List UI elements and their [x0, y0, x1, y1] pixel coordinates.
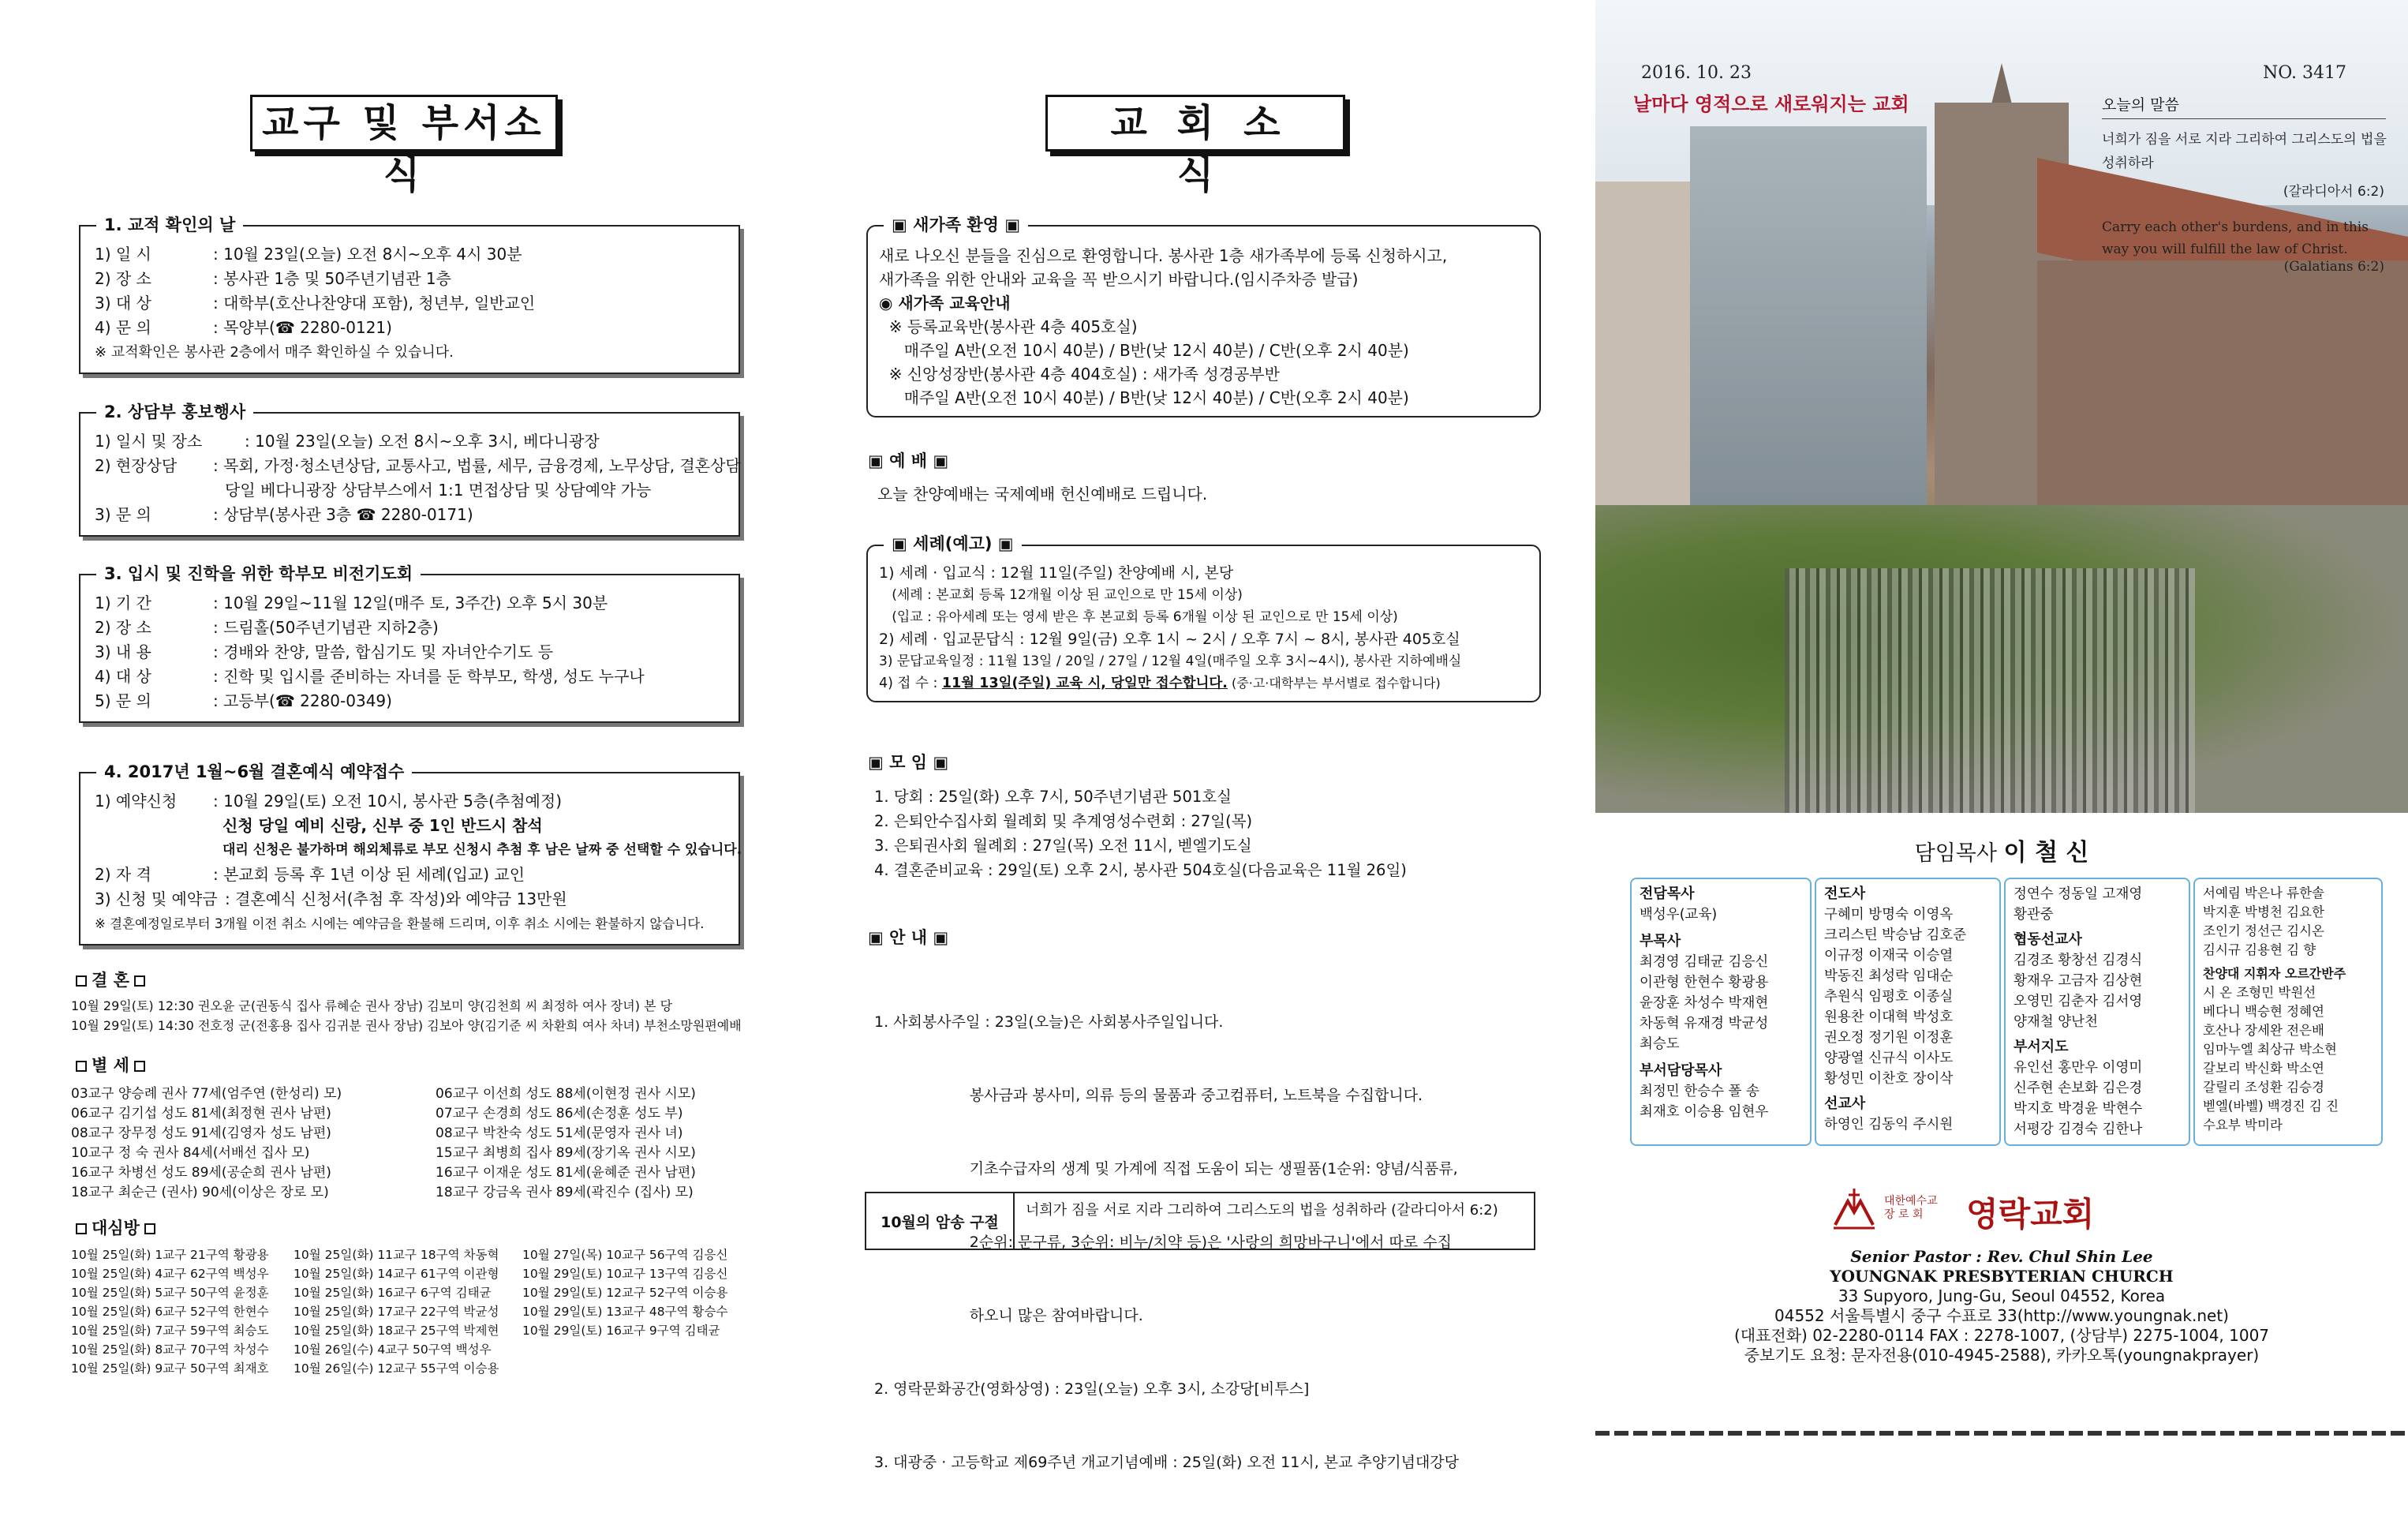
verse-korean: 너희가 짐을 서로 지라 그리하여 그리스도의 법을 성취하라 [2102, 132, 2387, 171]
label: 4) 문 의 [95, 318, 151, 337]
value: : 고등부(☎ 2280-0349) [213, 691, 392, 710]
note: ※ 교적확인은 봉사관 2층에서 매주 확인하실 수 있습니다. [95, 344, 454, 361]
value: : 10월 23일(오늘) 오전 8시~오후 4시 30분 [213, 245, 522, 264]
list-item: 15교구 최병희 집사 89세(장기옥 권사 시모) [436, 1145, 696, 1161]
list-item: 10월 25일(화) 7교구 59구역 최승도 [71, 1324, 269, 1338]
list-item: 10월 25일(화) 16교구 6구역 김태균 [294, 1286, 492, 1300]
church-logo [1832, 1182, 2163, 1238]
staff-line: 조인기 정선근 김시온 [2203, 923, 2324, 938]
staff-line: 황관중 [2014, 907, 2054, 923]
senior-pastor [1595, 833, 2408, 867]
value: : 본교회 등록 후 1년 이상 된 세례(입교) 교인 [213, 865, 525, 884]
staff-line: 유인선 홍만우 이영미 [2014, 1060, 2143, 1076]
staff-box-evangelists [1815, 878, 2001, 1146]
church-contact [1595, 1247, 2408, 1365]
staff-line: 벧엘(바벨) 백경진 김 진 [2203, 1099, 2339, 1114]
staff-heading: 찬양대 지휘자 오르간반주 [2203, 966, 2346, 981]
section-title: 3. 입시 및 진학을 위한 학부모 비전기도회 [96, 562, 421, 586]
section-title-text: 새가족 환영 [913, 215, 999, 234]
staff-line: 갈릴리 조성환 김승경 [2203, 1080, 2324, 1095]
staff-box-pastors [1630, 878, 1812, 1146]
list-item: 10월 25일(화) 1교구 21구역 황광용 [71, 1248, 269, 1262]
value: : 경배와 찬양, 말씀, 합심기도 및 자녀안수기도 등 [213, 642, 554, 661]
column-church-news [860, 0, 1546, 1471]
staff-line: 하영인 김동익 주시원 [1824, 1117, 1954, 1133]
section-title: 2. 상담부 홍보행사 [96, 400, 253, 424]
list-item: 18교구 최순근 (권사) 90세(이상은 장로 모) [71, 1185, 329, 1200]
staff-line: 양재철 양난천 [2014, 1014, 2098, 1030]
visits-col-2 [294, 1245, 499, 1378]
section-wedding-reservation [79, 762, 742, 945]
list-item: 봉사금과 봉사미, 의류 등의 물품과 중고컴퓨터, 노트북을 수집합니다. [874, 1087, 1423, 1104]
label: 5) 문 의 [95, 691, 151, 710]
staff-line: 이관형 한현수 황광용 [1640, 975, 1769, 990]
address-ko: 04552 서울특별시 중구 수표로 33(http://www.youngnak.net) [1774, 1306, 2229, 1325]
label: 4) 대 상 [95, 667, 151, 686]
denomination-line: 대한예수교 [1884, 1195, 1938, 1208]
church-name: 영락교회 [1966, 1195, 2095, 1234]
church-motto: 날마다 영적으로 새로워지는 교회 [1633, 93, 1909, 115]
column-dept-news [65, 0, 743, 1436]
list-item: 10월 25일(화) 14교구 61구역 이관형 [294, 1267, 499, 1281]
worship-heading: ▣ 예 배 ▣ [868, 451, 949, 470]
label: 1) 기 간 [95, 593, 151, 612]
value: : 봉사관 1층 및 50주년기념관 1층 [213, 269, 451, 288]
text-line: (입교 : 유아세례 또는 영세 받은 후 본교회 등록 6개월 이상 된 교인으로 만 15세 이상) [879, 609, 1398, 625]
value-cont: 대리 신청은 불가하며 해외체류로 부모 신청시 추첨 후 남은 날짜 중 선택할 수 있습니다. [222, 842, 742, 858]
list-item: 10월 25일(화) 6교구 52구역 한현수 [71, 1305, 269, 1319]
staff-line: 시 온 조형민 박원선 [2203, 985, 2316, 1000]
staff-line: 황재우 고금자 김상현 [2014, 973, 2143, 989]
staff-line: 양광열 신규식 이사도 [1824, 1050, 1954, 1066]
value: : 목양부(☎ 2280-0121) [213, 318, 392, 337]
list-item: 10월 25일(화) 18교구 25구역 박제현 [294, 1324, 499, 1338]
staff-line: 차동혁 유재경 박균성 [1640, 1016, 1769, 1032]
staff-line: 최경영 김태균 김응신 [1640, 954, 1769, 970]
label: 1) 일 시 [95, 245, 151, 264]
text-line: ◉ 새가족 교육안내 [879, 294, 1011, 313]
section-title-text: 세례(예고) [913, 534, 993, 553]
list-item: 2. 영락문화공간(영화상영) : 23일(오늘) 오후 3시, 소강당[비투스] [874, 1380, 1310, 1398]
address-en: 33 Supyoro, Jung-Gu, Seoul 04552, Korea [1838, 1286, 2166, 1305]
list-item: 1. 사회봉사주일 : 23일(오늘)은 사회봉사주일입니다. [874, 1013, 1224, 1031]
photo-crowd [1785, 568, 2195, 813]
staff-line: 추원식 임평호 이종실 [1824, 989, 1954, 1005]
pastor-label: 담임목사 [1914, 841, 1997, 866]
list-item: 08교구 박찬숙 성도 51세(문영자 권사 녀) [436, 1125, 683, 1141]
value: : 결혼예식 신청서(추첨 후 작성)와 예약금 13만원 [225, 889, 567, 908]
section-title: 4. 2017년 1월~6월 결혼예식 예약접수 [96, 760, 412, 784]
verse-reference: (갈라디아서 6:2) [2283, 184, 2384, 200]
text-line: ※ 신앙성장반(봉사관 4층 404호실) : 새가족 성경공부반 [879, 365, 1280, 384]
staff-line: 최승도 [1640, 1036, 1680, 1052]
value: : 10월 23일(오늘) 오전 8시~오후 3시, 베다니광장 [245, 432, 600, 451]
text-line: 새로 나오신 분들을 진심으로 환영합니다. 봉사관 1층 새가족부에 등록 신청하시고, [879, 246, 1448, 265]
label: 2) 장 소 [95, 618, 151, 637]
section-roll-check [79, 215, 740, 374]
staff-line: 크리스틴 박승남 김호준 [1824, 927, 1967, 943]
text-line: 매주일 A반(오전 10시 40분) / B반(낮 12시 40분) / C반(오후 2시 40분) [879, 388, 1409, 407]
text-line: (세례 : 본교회 등록 12개월 이상 된 교인으로 만 15세 이상) [879, 587, 1243, 603]
value: : 대학부(호산나찬양대 포함), 청년부, 일반교인 [213, 294, 536, 313]
staff-line: 백성우(교육) [1640, 907, 1718, 923]
staff-line: 이규정 이재국 이승열 [1824, 948, 1954, 964]
staff-line: 최재호 이승용 임현우 [1640, 1104, 1769, 1120]
list-item: 10월 25일(화) 9교구 50구역 최재호 [71, 1361, 269, 1376]
heading-text: 대심방 [92, 1219, 140, 1238]
staff-line: 베다니 백승현 정혜연 [2203, 1004, 2324, 1019]
staff-line: 원용찬 이대혁 박성호 [1824, 1009, 1954, 1025]
value: : 드림홀(50주년기념관 지하2층) [213, 618, 439, 637]
notice-heading: ▣ 안 내 ▣ [868, 928, 949, 947]
staff-line: 갈보리 박신화 박소연 [2203, 1061, 2324, 1076]
staff-line: 권오정 정기원 이정훈 [1824, 1030, 1954, 1046]
list-item: 하오니 많은 참여바랍니다. [874, 1307, 1143, 1324]
church-emblem-icon [1832, 1185, 1876, 1230]
photo-building [1690, 126, 1927, 537]
staff-heading: 부서지도 [2014, 1039, 2069, 1055]
list-item: 기초수급자의 생계 및 가계에 직접 도움이 되는 생필품(1순위: 양념/식품류, [874, 1160, 1458, 1178]
value: : 목회, 가정·청소년상담, 교통사고, 법률, 세무, 금융경제, 노무상담, 결혼상담 [213, 456, 741, 475]
label: 3) 대 상 [95, 294, 151, 313]
wedding-heading [71, 968, 150, 991]
text-line: 매주일 A반(오전 10시 40분) / B반(낮 12시 40분) / C반(오후 2시 40분) [879, 341, 1409, 360]
staff-line [1640, 925, 1802, 931]
staff-line: 서예림 박은나 류한솔 [2203, 886, 2324, 901]
text-line: 1) 세례 · 입교식 : 12월 11일(주일) 찬양예배 시, 본당 [879, 564, 1234, 582]
staff-line: 정연수 정동일 고재영 [2014, 886, 2143, 902]
column-cover [1595, 0, 2408, 1436]
divider [2102, 118, 2386, 119]
list-item: 06교구 김기섭 성도 81세(최정현 권사 남편) [71, 1106, 331, 1121]
list-item: 10월 29일(토) 10교구 13구역 김응신 [522, 1267, 728, 1281]
list-item: 10월 29일(토) 16교구 9구역 김태균 [522, 1324, 720, 1338]
staff-heading: 전담목사 [1640, 886, 1695, 902]
staff-line: 최정민 한승수 폴 송 [1640, 1084, 1759, 1099]
value: (중·고·대학부는 부서별로 접수합니다) [1227, 676, 1441, 691]
list-item: 10월 29일(토) 12:30 권오윤 군(권동식 집사 류혜순 권사 장남) 김보미 양(김천희 씨 최정하 여사 장녀) 본 당 [71, 998, 673, 1013]
section-title: ▣ 세례(예고) ▣ [884, 533, 1022, 555]
prayer-request: 중보기도 요청: 문자전용(010-4945-2588), 카카오톡(youngnakprayer) [1744, 1346, 2260, 1365]
staff-line [1640, 1054, 1802, 1061]
heading-text: 별 세 [92, 1056, 129, 1075]
label: 1) 일시 및 장소 [95, 432, 203, 451]
list-item: 10월 25일(화) 4교구 62구역 백성우 [71, 1267, 269, 1281]
staff-heading: 부서담당목사 [1640, 1062, 1722, 1079]
text-line [879, 672, 1528, 695]
staff-line: 황성민 이찬호 장이삭 [1824, 1071, 1954, 1087]
church-name-en: YOUNGNAK PRESBYTERIAN CHURCH [1830, 1267, 2174, 1286]
staff-line: 호산나 장세완 전은배 [2203, 1023, 2324, 1038]
square-icon [134, 1061, 145, 1072]
memory-verse-text: 너희가 짐을 서로 지라 그리하여 그리스도의 법을 성취하라 (갈라디아서 6:2) [1026, 1202, 1498, 1219]
list-item: 10월 29일(토) 14:30 전호정 군(전홍용 집사 김귀분 권사 장남) 김보아 양(김기준 씨 차환희 여사 차녀) 부천소망원편예배 [71, 1018, 742, 1033]
list-item: 10월 27일(목) 10교구 56구역 김응신 [522, 1248, 728, 1262]
staff-line: 구혜미 방명숙 이영옥 [1824, 907, 1954, 923]
text-line: 2) 세례 · 입교문답식 : 12월 9일(금) 오후 1시 ~ 2시 / 오후 7시 ~ 8시, 봉사관 405호실 [879, 631, 1460, 648]
list-item: 2. 은퇴안수집사회 월례회 및 추계영성수련회 : 27일(목) [874, 812, 1253, 830]
list-item: 03교구 양승례 권사 77세(엄주연 (한성리) 모) [71, 1086, 342, 1102]
staff-line: 박동진 최성락 임대순 [1824, 968, 1954, 984]
square-icon [144, 1223, 155, 1234]
staff-line: 박지호 박경윤 박현수 [2014, 1101, 2143, 1117]
section-baptism [866, 534, 1541, 702]
value: : 상담부(봉사관 3층 ☎ 2280-0171) [213, 505, 473, 524]
list-item: 10월 29일(토) 13교구 48구역 황승수 [522, 1305, 728, 1319]
value-cont: 당일 베다니광장 상담부스에서 1:1 면접상담 및 상담예약 가능 [225, 481, 652, 500]
list-item: 10월 25일(화) 11교구 18구역 차동혁 [294, 1248, 499, 1262]
list-item: 3. 대광중 · 고등학교 제69주년 개교기념예배 : 25일(화) 오전 11시, 본교 추양기념대강당 [874, 1454, 1460, 1471]
list-item: 10월 26일(수) 12교구 55구역 이승용 [294, 1361, 499, 1376]
memory-verse-box [865, 1192, 1535, 1250]
denomination-line: 장 로 회 [1884, 1208, 1924, 1221]
list-item: 08교구 장무정 성도 91세(김영자 성도 남편) [71, 1125, 331, 1141]
staff-heading: 전도사 [1824, 886, 1866, 902]
staff-line: 윤장훈 차성수 박재현 [1640, 995, 1769, 1011]
list-item: 18교구 강금옥 권사 89세(곽진수 (집사) 모) [436, 1185, 694, 1200]
denomination-label [1884, 1195, 1938, 1222]
label: 2) 자 격 [95, 865, 151, 884]
text-line: 3) 문답교육일정 : 11월 13일 / 20일 / 27일 / 12월 4일(매주일 오후 3시~4시), 봉사관 지하예배실 [879, 653, 1462, 669]
dept-news-title: 교구 및 부서소식 [250, 95, 558, 152]
value: : 진학 및 입시를 준비하는 자녀를 둔 학부모, 학생, 성도 누구나 [213, 667, 645, 686]
visits-heading [71, 1215, 160, 1239]
section-counseling [79, 403, 741, 537]
memory-verse-label: 10월의 암송 구절 [866, 1193, 1015, 1249]
list-item: 10월 25일(화) 17교구 22구역 박균성 [294, 1305, 499, 1319]
funeral-list-right [436, 1084, 696, 1203]
square-icon [76, 1223, 87, 1234]
staff-line: 신주현 손보화 김은경 [2014, 1080, 2143, 1096]
list-item: 16교구 이재운 성도 81세(윤혜준 권사 남편) [436, 1165, 696, 1181]
square-icon [76, 975, 87, 987]
value-cont: 신청 당일 예비 신랑, 신부 중 1인 반드시 참석 [222, 816, 543, 835]
meeting-list [874, 784, 1407, 882]
worship-text: 오늘 찬양예배는 국제예배 헌신예배로 드립니다. [877, 485, 1208, 504]
staff-box-choirs [2193, 878, 2383, 1146]
highlight: 11월 13일(주일) 교육 시, 당일만 접수합니다. [941, 676, 1228, 691]
section-title: 1. 교적 확인의 날 [96, 213, 243, 237]
funeral-list-left [71, 1084, 342, 1203]
staff-heading: 선교사 [1824, 1095, 1866, 1112]
wedding-list [71, 996, 742, 1035]
list-item: 10교구 정 숙 권사 84세(서배선 집사 모) [71, 1145, 310, 1161]
todays-verse [2085, 87, 2408, 284]
photo-church [2037, 260, 2408, 545]
label: 1) 예약신청 [95, 792, 178, 811]
verse-english: Carry each other's burdens, and in this way you will fulfill the law of Christ. [2102, 219, 2369, 257]
list-item: 06교구 이선희 성도 88세(이현정 권사 시모) [436, 1086, 696, 1102]
label: 4) 접 수 : [879, 676, 942, 691]
senior-pastor-en: Senior Pastor : Rev. Chul Shin Lee [1850, 1247, 2153, 1266]
visits-col-1 [71, 1245, 269, 1378]
list-item: 4. 결혼준비교육 : 29일(토) 오후 2시, 봉사관 504호실(다음교육은 11월 26일) [874, 861, 1407, 879]
heading-text: 예 배 [889, 451, 928, 470]
staff-line: 임마누엘 최상규 박소현 [2203, 1042, 2337, 1057]
label: 2) 장 소 [95, 269, 151, 288]
label: 2) 현장상담 [95, 456, 178, 475]
list-item: 10월 25일(화) 5교구 50구역 윤정훈 [71, 1286, 269, 1300]
staff-line: 수요부 박미라 [2203, 1118, 2283, 1133]
visits-col-3 [522, 1245, 727, 1340]
label: 3) 신청 및 예약금 [95, 889, 218, 908]
value: : 10월 29일(토) 오전 10시, 봉사관 5층(추첨예정) [213, 792, 563, 811]
staff-line: 김경조 황창선 김경식 [2014, 953, 2143, 968]
church-news-title: 교회소식 [1045, 95, 1345, 152]
list-item: 3. 은퇴권사회 월례회 : 27일(목) 오전 11시, 벧엘기도실 [874, 837, 1252, 855]
text-line: 새가족을 위한 안내와 교육을 꼭 받으시기 바랍니다.(임시주차증 발급) [879, 270, 1359, 289]
list-item: 2순위: 문구류, 3순위: 비누/치약 등)은 '사랑의 희망바구니'에서 따로 수집 [874, 1234, 1452, 1251]
section-welcome [866, 215, 1541, 418]
list-item: 1. 당회 : 25일(화) 오후 7시, 50주년기념관 501호실 [874, 788, 1232, 806]
label: 3) 문 의 [95, 505, 151, 524]
footer-bar [1595, 1431, 2408, 1436]
funeral-heading [71, 1053, 150, 1077]
value: : 10월 29일~11월 12일(매주 토, 3주간) 오후 5시 30분 [213, 593, 608, 612]
square-icon [134, 975, 145, 987]
church-photo [1595, 0, 2408, 813]
phone-numbers: (대표전화) 02-2280-0114 FAX : 2278-1007, (상담부) 2275-1004, 1007 [1733, 1326, 2270, 1345]
staff-line: 김시규 김용현 김 향 [2203, 942, 2316, 957]
list-item: 10월 25일(화) 8교구 70구역 차성수 [71, 1342, 269, 1357]
heading-text: 모 임 [889, 753, 928, 772]
section-title: ▣ 새가족 환영 ▣ [884, 213, 1028, 237]
label: 3) 내 용 [95, 642, 151, 661]
square-icon [76, 1061, 87, 1072]
note: ※ 결혼예정일로부터 3개월 이전 취소 시에는 예약금을 환불해 드리며, 이후 취소 시에는 환불하지 않습니다. [95, 916, 705, 931]
pastor-name: 이 철 신 [2003, 839, 2089, 867]
staff-heading: 부목사 [1640, 933, 1681, 949]
heading-text: 결 혼 [92, 971, 129, 990]
verse-english-reference: (Galatians 6:2) [2283, 259, 2384, 275]
staff-heading: 협동선교사 [2014, 931, 2082, 948]
staff-line: 박지훈 박병천 김요한 [2203, 904, 2324, 919]
text-line: ※ 등록교육반(봉사관 4층 405호실) [879, 317, 1138, 336]
staff-line: 오영민 김춘자 김서영 [2014, 994, 2143, 1009]
heading-text: 안 내 [889, 928, 928, 947]
bulletin-date: 2016. 10. 23 [1641, 63, 1752, 83]
list-item: 10월 26일(수) 4교구 50구역 백성우 [294, 1342, 492, 1357]
meeting-heading: ▣ 모 임 ▣ [868, 753, 949, 772]
list-item: 07교구 손경희 성도 86세(손정훈 성도 부) [436, 1106, 683, 1121]
bulletin-number: NO. 3417 [2263, 63, 2346, 83]
staff-line: 서평강 김경숙 김한나 [2014, 1121, 2143, 1137]
verse-label: 오늘의 말씀 [2102, 96, 2179, 114]
section-prayer-meeting [79, 564, 740, 723]
list-item: 10월 29일(토) 12교구 52구역 이승용 [522, 1286, 728, 1300]
list-item: 16교구 차병선 성도 89세(공순희 권사 남편) [71, 1165, 331, 1181]
staff-box-missionaries [2004, 878, 2190, 1146]
